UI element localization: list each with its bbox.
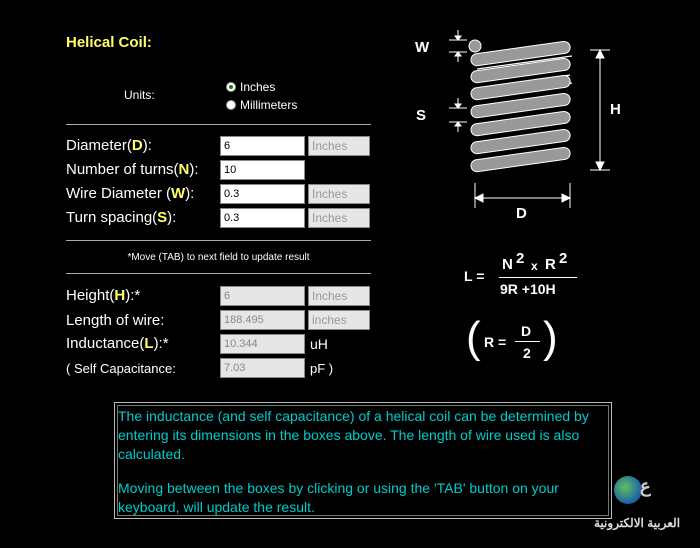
length-output bbox=[220, 310, 305, 330]
inductance-unit: uH bbox=[310, 336, 328, 352]
units-option-inches[interactable] bbox=[226, 80, 275, 94]
w-label: W bbox=[415, 39, 430, 56]
self-capacitance-unit: pF ) bbox=[310, 361, 334, 376]
inductance-output bbox=[220, 334, 305, 354]
formula-exp2: 2 bbox=[559, 250, 568, 267]
units-label: Units: bbox=[124, 88, 155, 102]
height-unit: Inches bbox=[308, 286, 370, 306]
paren-open: ( bbox=[466, 313, 481, 362]
length-label: Length of wire: bbox=[66, 312, 165, 329]
info-paragraph-1: The inductance (and self capacitance) of a helical coil can be determined by entering its dimensions in the boxes above. The length of wire used is also calculated. bbox=[118, 408, 589, 462]
diameter-input[interactable] bbox=[220, 136, 305, 156]
radio-inches-label: Inches bbox=[240, 80, 276, 94]
turn-spacing-label: Turn spacing(S): bbox=[66, 209, 177, 226]
radio-inches[interactable] bbox=[226, 82, 236, 92]
diameter-label: Diameter(D): bbox=[66, 137, 152, 154]
page-title: Helical Coil: bbox=[66, 34, 152, 51]
formula-n: N bbox=[502, 256, 513, 273]
diameter-unit: Inches bbox=[308, 136, 370, 156]
self-capacitance-output bbox=[220, 358, 305, 378]
r-formula-lhs: R = bbox=[484, 334, 507, 350]
coil-diagram bbox=[405, 28, 635, 228]
units-option-millimeters[interactable] bbox=[226, 98, 297, 112]
wire-diameter-unit: Inches bbox=[308, 184, 370, 204]
divider bbox=[66, 124, 371, 125]
self-capacitance-label: ( Self Capacitance: bbox=[66, 361, 176, 376]
divider bbox=[66, 240, 371, 241]
formula-r: R bbox=[545, 256, 556, 273]
r-fraction-bar bbox=[515, 341, 540, 342]
radio-millimeters-label: Millimeters bbox=[240, 98, 298, 112]
logo-text: العربية الالكترونية bbox=[594, 516, 681, 530]
tab-note: *Move (TAB) to next field to update result bbox=[127, 252, 310, 263]
info-box bbox=[114, 402, 612, 519]
d-label: D bbox=[516, 205, 527, 222]
s-label: S bbox=[416, 107, 427, 124]
turn-spacing-input[interactable] bbox=[220, 208, 305, 228]
formula-denominator: 9R +10H bbox=[500, 281, 556, 297]
divider bbox=[66, 273, 371, 274]
height-output bbox=[220, 286, 305, 306]
radio-millimeters[interactable] bbox=[226, 100, 236, 110]
turns-label: Number of turns(N): bbox=[66, 161, 199, 178]
globe-icon bbox=[614, 476, 642, 504]
formula-exp1: 2 bbox=[516, 250, 525, 267]
logo-mark: ع bbox=[640, 476, 651, 496]
height-label: Height(H):* bbox=[66, 287, 141, 304]
length-unit: inches bbox=[308, 310, 370, 330]
formula-x: x bbox=[531, 259, 538, 273]
info-paragraph-2: Moving between the boxes by clicking or using the 'TAB' button on your keyboard, will update the result. bbox=[118, 480, 559, 515]
turn-spacing-unit: Inches bbox=[308, 208, 370, 228]
r-formula-den: 2 bbox=[523, 345, 531, 361]
inductance-label: Inductance(L):* bbox=[66, 335, 169, 352]
turns-input[interactable] bbox=[220, 160, 305, 180]
wire-diameter-input[interactable] bbox=[220, 184, 305, 204]
h-label: H bbox=[610, 101, 621, 118]
formula-fraction-bar bbox=[499, 277, 577, 278]
formula-lhs: L = bbox=[464, 268, 485, 284]
wire-diameter-label: Wire Diameter (W): bbox=[66, 185, 195, 202]
r-formula-num: D bbox=[521, 323, 532, 339]
paren-close: ) bbox=[543, 313, 558, 362]
coil-rings bbox=[469, 40, 571, 172]
